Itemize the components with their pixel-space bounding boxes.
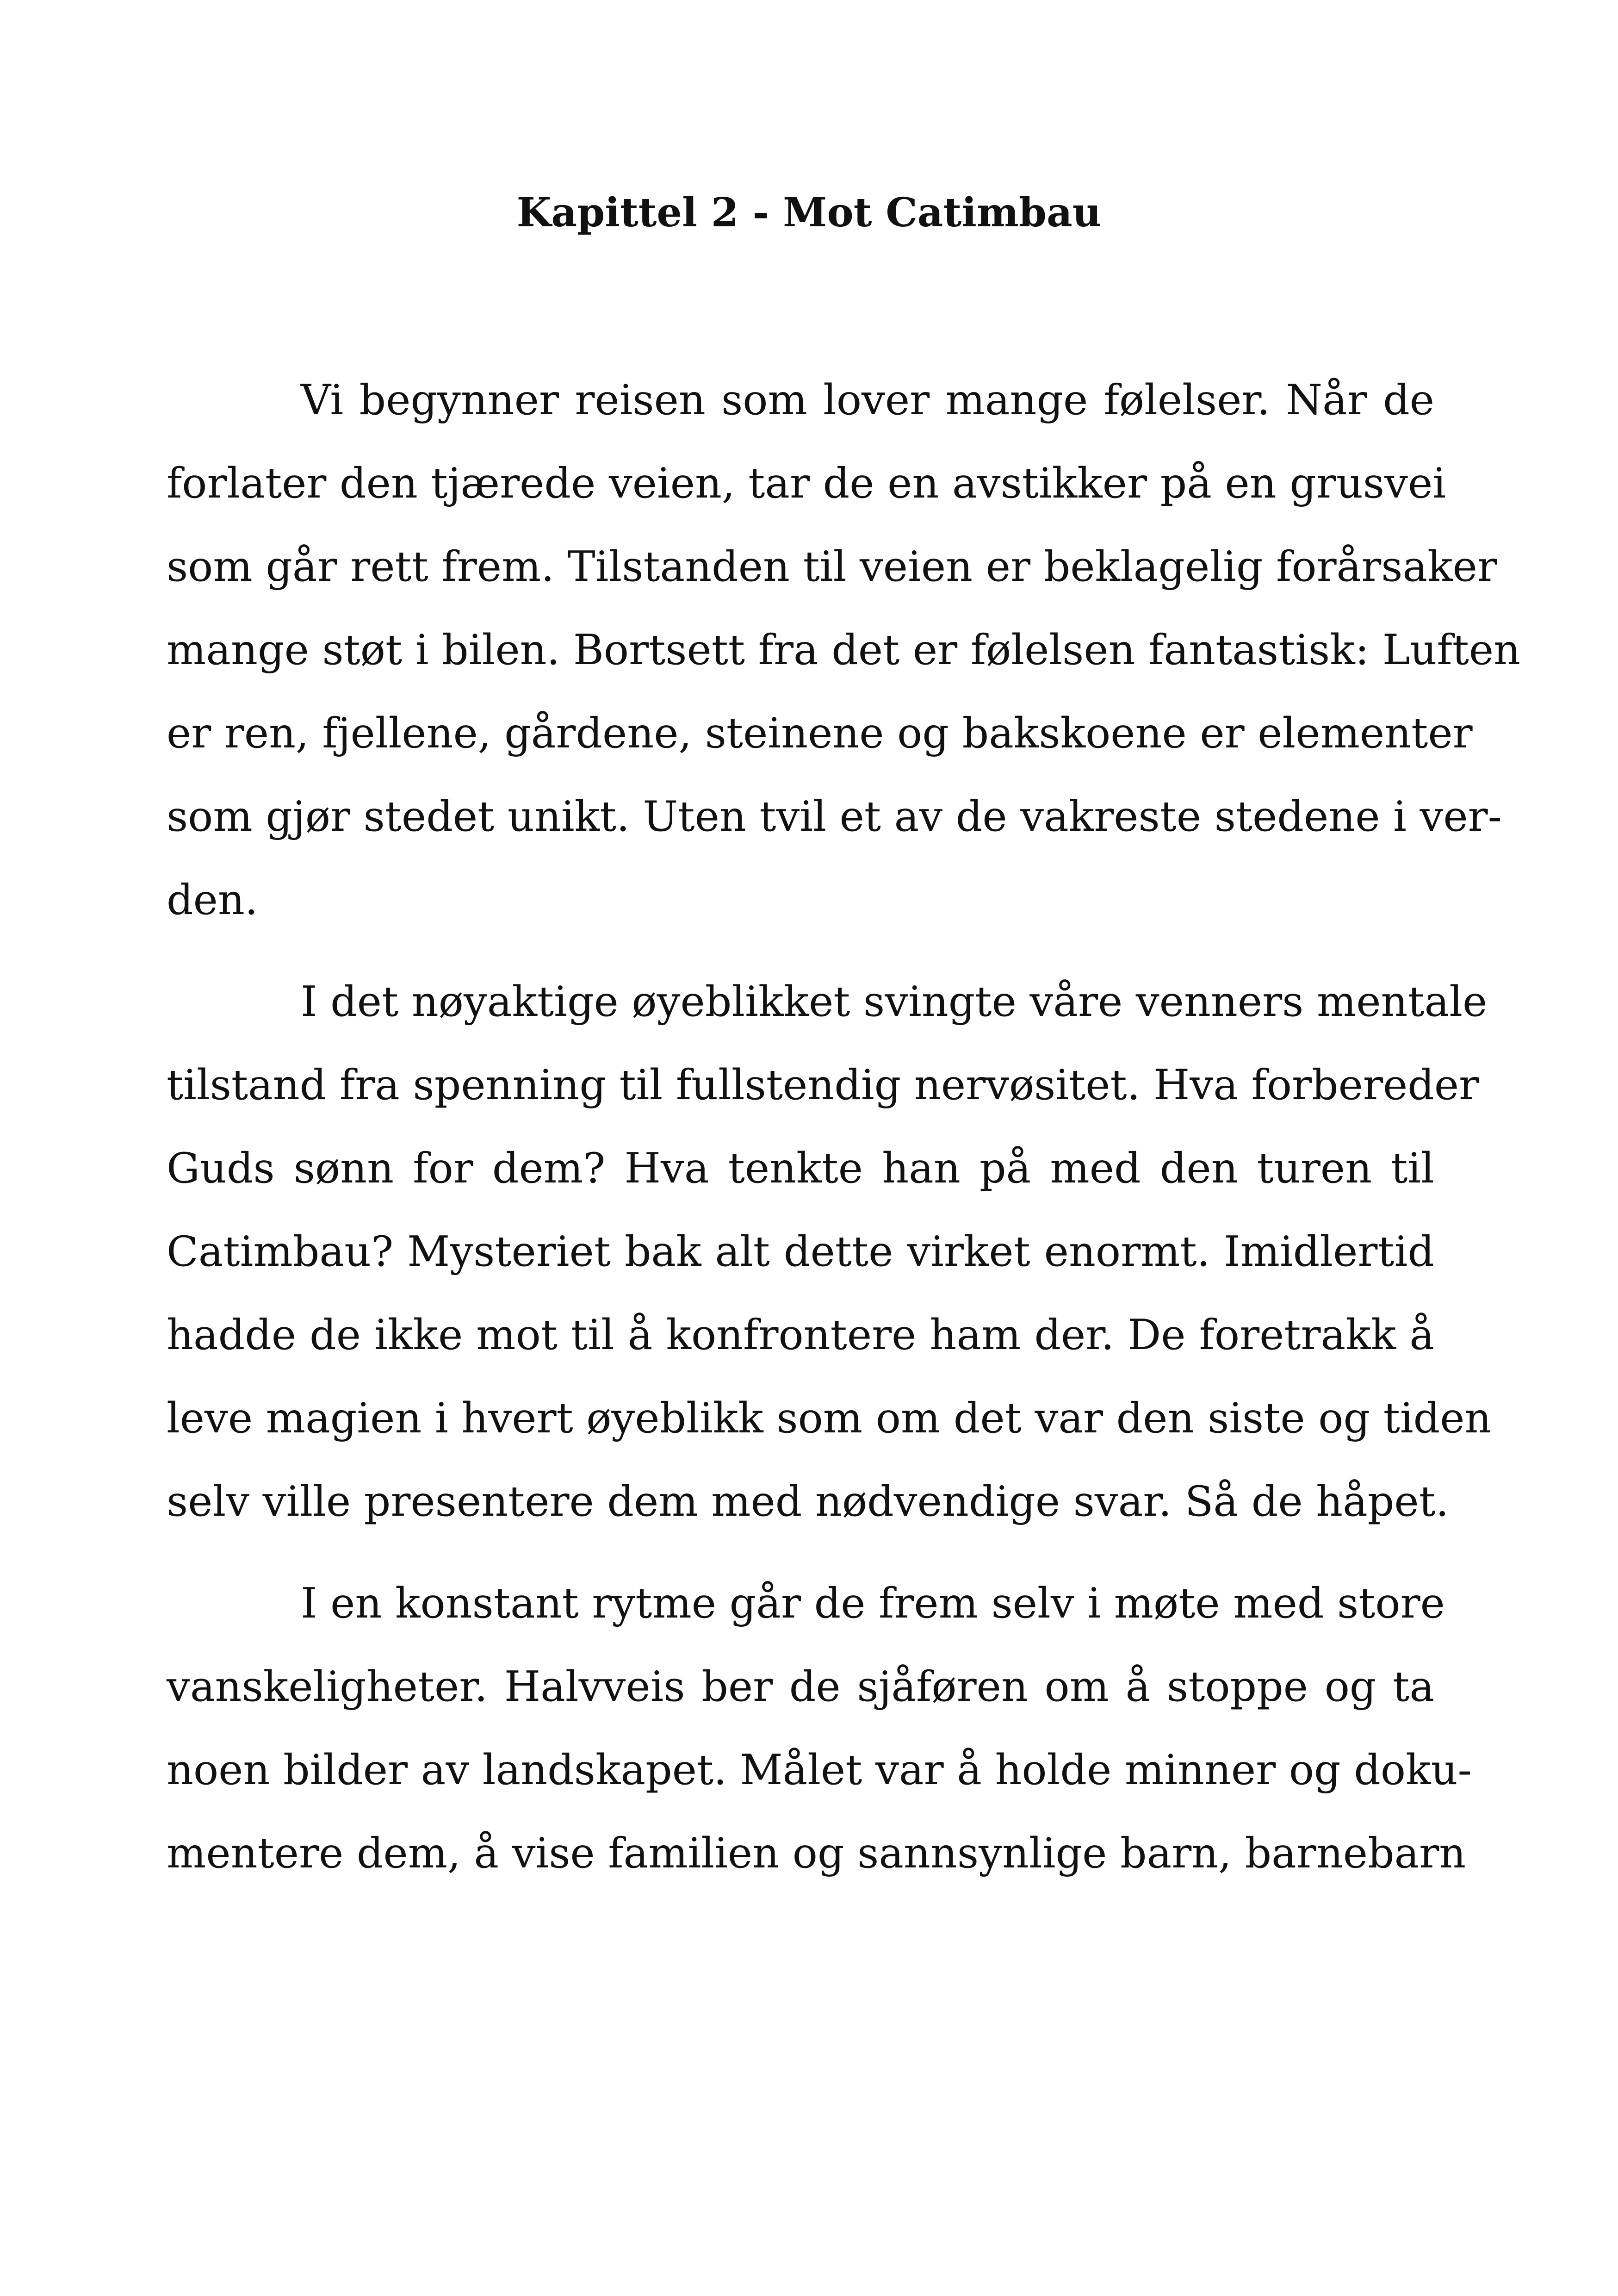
paragraph-2-line-4: Catimbau? Mysteriet bak alt dette virket enormt. Imidlertid xyxy=(167,1227,1434,1276)
paragraph-2-line-5: hadde de ikke mot til å konfrontere ham der. De foretrakk å xyxy=(167,1311,1434,1359)
paragraph-2-line-1: I det nøyaktige øyeblikket svingte våre venners mentale xyxy=(301,977,1488,1026)
paragraph-1-line-5: er ren, fjellene, gårdene, steinene og bakskoene er elementer xyxy=(167,709,1473,758)
paragraph-1-line-6: som gjør stedet unikt. Uten tvil et av de vakreste stedene i ver- xyxy=(167,792,1502,841)
paragraph-3-line-2: vanskeligheter. Halvveis ber de sjåføren om å stoppe og ta xyxy=(167,1662,1434,1711)
paragraph-1-line-2: forlater den tjærede veien, tar de en avstikker på en grusvei xyxy=(167,459,1446,508)
paragraph-3-line-4: mentere dem, å vise familien og sannsynlige barn, barnebarn xyxy=(167,1829,1466,1878)
paragraph-1-line-1: Vi begynner reisen som lover mange følelser. Når de xyxy=(301,376,1434,424)
paragraph-3-line-3: noen bilder av landskapet. Målet var å holde minner og doku- xyxy=(167,1746,1472,1794)
paragraph-2-line-6: leve magien i hvert øyeblikk som om det var den siste og tiden xyxy=(167,1394,1492,1443)
paragraph-1-line-3: som går rett frem. Tilstanden til veien er beklagelig forårsaker xyxy=(167,542,1497,591)
paragraph-2-line-2: tilstand fra spenning til fullstendig nervøsitet. Hva forbereder xyxy=(167,1061,1479,1109)
chapter-title: Kapittel 2 - Mot Catimbau xyxy=(516,189,1102,236)
paragraph-1-line-7: den. xyxy=(167,876,258,924)
paragraph-1-line-4: mange støt i bilen. Bortsett fra det er følelsen fantastisk: Luften xyxy=(167,626,1521,674)
paragraph-2-line-3: Guds sønn for dem? Hva tenkte han på med den turen til xyxy=(167,1144,1434,1193)
paragraph-3-line-1: I en konstant rytme går de frem selv i møte med store xyxy=(301,1579,1445,1628)
paragraph-2-line-7: selv ville presentere dem med nødvendige svar. Så de håpet. xyxy=(167,1477,1449,1526)
